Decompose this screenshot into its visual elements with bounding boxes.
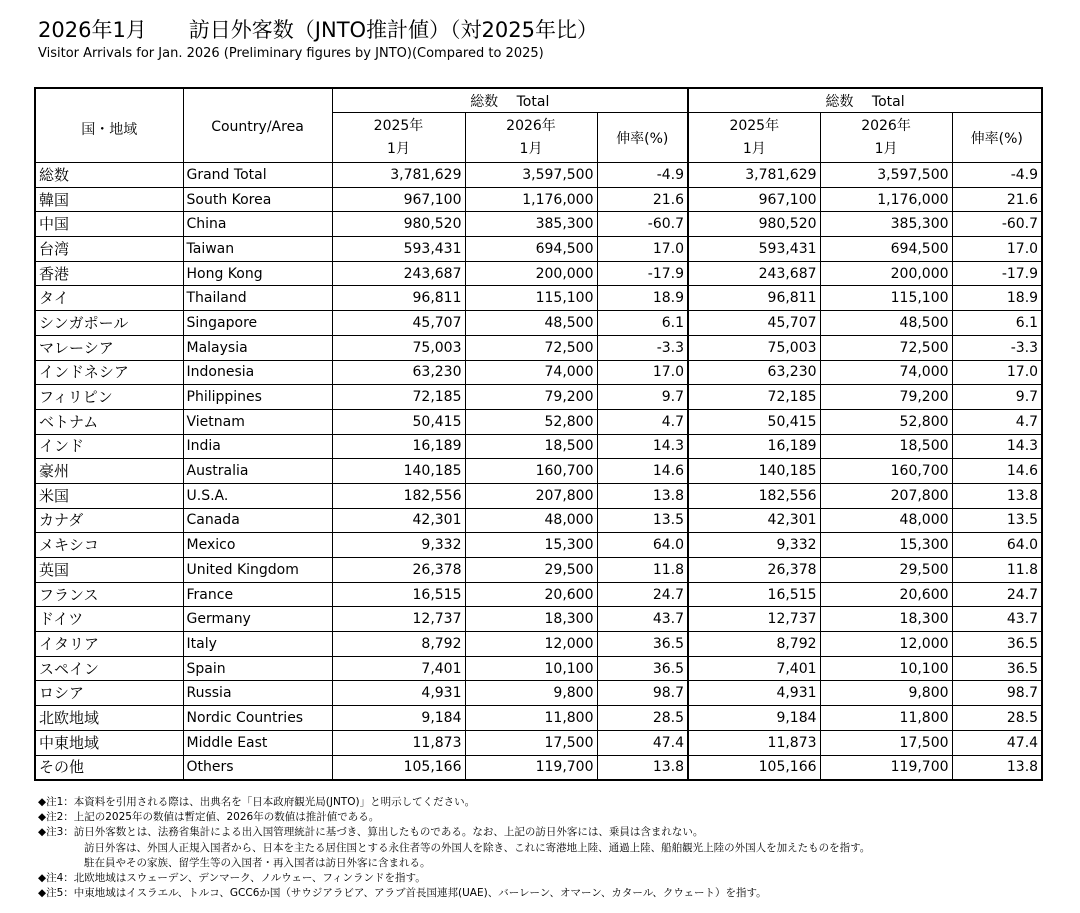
- value-2026-jan-cumulative: 52,800: [820, 409, 952, 434]
- value-2026-jan-cumulative: 29,500: [820, 558, 952, 583]
- value-2025-jan: 140,185: [332, 459, 465, 484]
- growth-rate-cumulative: -4.9: [952, 163, 1042, 188]
- value-2026-jan: 48,000: [465, 508, 597, 533]
- growth-rate-cumulative: 98.7: [952, 681, 1042, 706]
- value-2025-jan: 4,931: [332, 681, 465, 706]
- growth-rate: -60.7: [597, 212, 688, 237]
- value-2026-jan-cumulative: 200,000: [820, 261, 952, 286]
- growth-rate-cumulative: 36.5: [952, 656, 1042, 681]
- value-2026-jan-cumulative: 11,800: [820, 706, 952, 731]
- country-name-en: Grand Total: [183, 163, 332, 188]
- growth-rate-cumulative: 6.1: [952, 311, 1042, 336]
- country-name-ja: 北欧地域: [35, 706, 183, 731]
- growth-rate-cumulative: 17.0: [952, 360, 1042, 385]
- value-2025-jan-cumulative: 26,378: [688, 558, 820, 583]
- page-subtitle: Visitor Arrivals for Jan. 2026 (Preliminary figures by JNTO)(Compared to 2025): [38, 46, 544, 61]
- country-name-en: Spain: [183, 656, 332, 681]
- value-2026-jan: 72,500: [465, 335, 597, 360]
- growth-rate-cumulative: 14.6: [952, 459, 1042, 484]
- value-2025-jan: 11,873: [332, 730, 465, 755]
- value-2025-jan-cumulative: 72,185: [688, 385, 820, 410]
- value-2026-jan-cumulative: 12,000: [820, 632, 952, 657]
- growth-rate: 13.5: [597, 508, 688, 533]
- country-name-en: South Korea: [183, 187, 332, 212]
- value-2026-jan: 10,100: [465, 656, 597, 681]
- growth-rate: 64.0: [597, 533, 688, 558]
- value-2026-jan-cumulative: 18,300: [820, 607, 952, 632]
- value-2026-jan: 15,300: [465, 533, 597, 558]
- table-row: [35, 755, 1042, 780]
- country-name-ja: 英国: [35, 558, 183, 583]
- value-2026-jan: 207,800: [465, 483, 597, 508]
- country-name-en: Others: [183, 755, 332, 780]
- value-2026-jan-cumulative: 15,300: [820, 533, 952, 558]
- table-row: [35, 607, 1042, 632]
- table-row: [35, 385, 1042, 410]
- value-2026-jan-cumulative: 385,300: [820, 212, 952, 237]
- note-4: ◆注4：北欧地域はスウェーデン、デンマーク、ノルウェー、フィンランドを指す。: [38, 872, 426, 885]
- table-row: [35, 434, 1042, 459]
- value-2026-jan-cumulative: 160,700: [820, 459, 952, 484]
- table-row: [35, 237, 1042, 262]
- value-2026-jan: 12,000: [465, 632, 597, 657]
- country-name-ja: 中国: [35, 212, 183, 237]
- value-2025-jan: 16,515: [332, 582, 465, 607]
- country-name-ja: スペイン: [35, 656, 183, 681]
- growth-rate-cumulative: 4.7: [952, 409, 1042, 434]
- value-2026-jan: 115,100: [465, 286, 597, 311]
- table-row: [35, 533, 1042, 558]
- value-2025-jan-cumulative: 182,556: [688, 483, 820, 508]
- growth-rate: 14.6: [597, 459, 688, 484]
- growth-rate-cumulative: 13.8: [952, 755, 1042, 780]
- growth-rate-cumulative: -3.3: [952, 335, 1042, 360]
- value-2025-jan-cumulative: 4,931: [688, 681, 820, 706]
- growth-rate-cumulative: 13.5: [952, 508, 1042, 533]
- growth-rate-cumulative: 13.8: [952, 483, 1042, 508]
- value-2025-jan: 9,332: [332, 533, 465, 558]
- page-title: 2026年1月 訪日外客数（JNTO推計値）（対2025年比）: [38, 18, 599, 42]
- value-2026-jan: 18,500: [465, 434, 597, 459]
- growth-rate: 13.8: [597, 755, 688, 780]
- note-3-continuation-2: 駐在員やその家族、留学生等の入国者・再入国者は訪日外客に含まれる。: [84, 856, 431, 869]
- value-2025-jan: 182,556: [332, 483, 465, 508]
- footnotes: [38, 795, 870, 901]
- country-name-en: India: [183, 434, 332, 459]
- country-name-en: Vietnam: [183, 409, 332, 434]
- country-name-ja: メキシコ: [35, 533, 183, 558]
- value-2025-jan: 45,707: [332, 311, 465, 336]
- value-2025-jan: 243,687: [332, 261, 465, 286]
- table-row: [35, 212, 1042, 237]
- country-name-ja: フランス: [35, 582, 183, 607]
- note-3-continuation-1: 訪日外客は、外国人正規入国者から、日本を主たる居住国とする永住者等の外国人を除き、これに寄港地上陸、通過上陸、船舶観光上陸の外国人を加えたものを指す。: [84, 841, 871, 854]
- value-2025-jan-cumulative: 11,873: [688, 730, 820, 755]
- value-2026-jan-cumulative: 74,000: [820, 360, 952, 385]
- growth-rate: 17.0: [597, 360, 688, 385]
- growth-rate-cumulative: 9.7: [952, 385, 1042, 410]
- table-row: [35, 459, 1042, 484]
- country-name-ja: 台湾: [35, 237, 183, 262]
- table-row: [35, 335, 1042, 360]
- country-name-en: Mexico: [183, 533, 332, 558]
- table-row: [35, 360, 1042, 385]
- growth-rate-cumulative: 21.6: [952, 187, 1042, 212]
- value-2025-jan: 7,401: [332, 656, 465, 681]
- table-row: [35, 261, 1042, 286]
- country-name-en: Nordic Countries: [183, 706, 332, 731]
- value-2025-jan: 105,166: [332, 755, 465, 780]
- country-name-en: United Kingdom: [183, 558, 332, 583]
- country-name-en: Malaysia: [183, 335, 332, 360]
- value-2025-jan: 26,378: [332, 558, 465, 583]
- country-name-ja: イタリア: [35, 632, 183, 657]
- growth-rate-cumulative: 47.4: [952, 730, 1042, 755]
- growth-rate: 13.8: [597, 483, 688, 508]
- growth-rate: 9.7: [597, 385, 688, 410]
- country-name-en: Philippines: [183, 385, 332, 410]
- value-2026-jan-cumulative: 694,500: [820, 237, 952, 262]
- value-2025-jan-cumulative: 9,184: [688, 706, 820, 731]
- country-name-ja: タイ: [35, 286, 183, 311]
- country-name-ja: インドネシア: [35, 360, 183, 385]
- value-2025-jan: 967,100: [332, 187, 465, 212]
- table-row: [35, 706, 1042, 731]
- country-name-ja: フィリピン: [35, 385, 183, 410]
- growth-rate-cumulative: 36.5: [952, 632, 1042, 657]
- value-2025-jan: 96,811: [332, 286, 465, 311]
- value-2026-jan-cumulative: 1,176,000: [820, 187, 952, 212]
- country-name-en: Indonesia: [183, 360, 332, 385]
- country-name-ja: 韓国: [35, 187, 183, 212]
- table-row: [35, 656, 1042, 681]
- value-2026-jan-cumulative: 9,800: [820, 681, 952, 706]
- note-2: ◆注2：上記の2025年の数値は暫定値、2026年の数値は推計値である。: [38, 811, 380, 824]
- value-2026-jan: 9,800: [465, 681, 597, 706]
- value-2025-jan: 63,230: [332, 360, 465, 385]
- table-row: [35, 311, 1042, 336]
- growth-rate-cumulative: -60.7: [952, 212, 1042, 237]
- growth-rate: 4.7: [597, 409, 688, 434]
- growth-rate-cumulative: -17.9: [952, 261, 1042, 286]
- country-name-en: Australia: [183, 459, 332, 484]
- value-2026-jan: 48,500: [465, 311, 597, 336]
- country-name-en: France: [183, 582, 332, 607]
- value-2025-jan-cumulative: 12,737: [688, 607, 820, 632]
- growth-rate-cumulative: 64.0: [952, 533, 1042, 558]
- country-name-en: U.S.A.: [183, 483, 332, 508]
- country-name-en: Germany: [183, 607, 332, 632]
- value-2026-jan: 3,597,500: [465, 163, 597, 188]
- value-2025-jan-cumulative: 3,781,629: [688, 163, 820, 188]
- country-name-ja: 総数: [35, 163, 183, 188]
- table-row: [35, 508, 1042, 533]
- growth-rate-cumulative: 11.8: [952, 558, 1042, 583]
- value-2025-jan: 50,415: [332, 409, 465, 434]
- value-2026-jan-cumulative: 72,500: [820, 335, 952, 360]
- value-2025-jan: 12,737: [332, 607, 465, 632]
- value-2025-jan-cumulative: 593,431: [688, 237, 820, 262]
- table-row: [35, 483, 1042, 508]
- value-2025-jan: 3,781,629: [332, 163, 465, 188]
- value-2025-jan-cumulative: 96,811: [688, 286, 820, 311]
- header-area-ja: 国・地域: [35, 88, 183, 163]
- country-name-ja: 中東地域: [35, 730, 183, 755]
- country-name-ja: ドイツ: [35, 607, 183, 632]
- value-2026-jan-cumulative: 48,500: [820, 311, 952, 336]
- header-2026-jan-cumulative: 2026年 1月: [820, 113, 952, 163]
- value-2026-jan: 74,000: [465, 360, 597, 385]
- visitor-arrivals-table: [34, 87, 1043, 781]
- value-2026-jan: 200,000: [465, 261, 597, 286]
- growth-rate: 36.5: [597, 632, 688, 657]
- value-2026-jan-cumulative: 48,000: [820, 508, 952, 533]
- value-2026-jan: 17,500: [465, 730, 597, 755]
- value-2026-jan-cumulative: 207,800: [820, 483, 952, 508]
- value-2026-jan-cumulative: 18,500: [820, 434, 952, 459]
- value-2025-jan-cumulative: 75,003: [688, 335, 820, 360]
- table-row: [35, 558, 1042, 583]
- value-2026-jan: 29,500: [465, 558, 597, 583]
- table-row: [35, 632, 1042, 657]
- value-2025-jan: 9,184: [332, 706, 465, 731]
- value-2025-jan-cumulative: 105,166: [688, 755, 820, 780]
- value-2025-jan-cumulative: 967,100: [688, 187, 820, 212]
- value-2026-jan-cumulative: 115,100: [820, 286, 952, 311]
- value-2025-jan: 980,520: [332, 212, 465, 237]
- header-2025-jan: 2025年 1月: [332, 113, 465, 163]
- country-name-en: Taiwan: [183, 237, 332, 262]
- value-2026-jan-cumulative: 17,500: [820, 730, 952, 755]
- value-2026-jan-cumulative: 3,597,500: [820, 163, 952, 188]
- country-name-ja: シンガポール: [35, 311, 183, 336]
- value-2025-jan-cumulative: 8,792: [688, 632, 820, 657]
- growth-rate-cumulative: 43.7: [952, 607, 1042, 632]
- header-2026-jan: 2026年 1月: [465, 113, 597, 163]
- table-row: [35, 409, 1042, 434]
- table-row: [35, 582, 1042, 607]
- value-2025-jan-cumulative: 16,189: [688, 434, 820, 459]
- table-row: [35, 681, 1042, 706]
- value-2026-jan: 20,600: [465, 582, 597, 607]
- growth-rate: 98.7: [597, 681, 688, 706]
- note-3: ◆注3：訪日外客数とは、法務省集計による出入国管理統計に基づき、算出したものである。なお、上記の訪日外客には、乗員は含まれない。: [38, 826, 704, 839]
- value-2026-jan: 79,200: [465, 385, 597, 410]
- country-name-en: Russia: [183, 681, 332, 706]
- value-2025-jan: 593,431: [332, 237, 465, 262]
- header-growth-rate: 伸率(%): [597, 113, 688, 163]
- growth-rate: -3.3: [597, 335, 688, 360]
- value-2026-jan: 18,300: [465, 607, 597, 632]
- value-2025-jan-cumulative: 7,401: [688, 656, 820, 681]
- growth-rate: -17.9: [597, 261, 688, 286]
- country-name-ja: 米国: [35, 483, 183, 508]
- country-name-ja: マレーシア: [35, 335, 183, 360]
- value-2025-jan: 42,301: [332, 508, 465, 533]
- growth-rate-cumulative: 17.0: [952, 237, 1042, 262]
- header-area-en: Country/Area: [183, 88, 332, 163]
- value-2026-jan-cumulative: 20,600: [820, 582, 952, 607]
- value-2025-jan-cumulative: 45,707: [688, 311, 820, 336]
- growth-rate: 14.3: [597, 434, 688, 459]
- value-2025-jan: 72,185: [332, 385, 465, 410]
- country-name-en: Italy: [183, 632, 332, 657]
- header-total-group-left: 総数 Total: [332, 88, 688, 113]
- value-2026-jan-cumulative: 10,100: [820, 656, 952, 681]
- country-name-ja: 豪州: [35, 459, 183, 484]
- value-2026-jan-cumulative: 119,700: [820, 755, 952, 780]
- growth-rate: 47.4: [597, 730, 688, 755]
- growth-rate: 28.5: [597, 706, 688, 731]
- growth-rate: 17.0: [597, 237, 688, 262]
- growth-rate-cumulative: 14.3: [952, 434, 1042, 459]
- country-name-ja: その他: [35, 755, 183, 780]
- country-name-en: Singapore: [183, 311, 332, 336]
- table-row: [35, 286, 1042, 311]
- value-2026-jan: 385,300: [465, 212, 597, 237]
- value-2025-jan-cumulative: 50,415: [688, 409, 820, 434]
- growth-rate: 24.7: [597, 582, 688, 607]
- value-2025-jan-cumulative: 9,332: [688, 533, 820, 558]
- value-2025-jan-cumulative: 42,301: [688, 508, 820, 533]
- value-2025-jan: 75,003: [332, 335, 465, 360]
- header-growth-rate-cumulative: 伸率(%): [952, 113, 1042, 163]
- value-2026-jan: 1,176,000: [465, 187, 597, 212]
- growth-rate-cumulative: 28.5: [952, 706, 1042, 731]
- value-2026-jan-cumulative: 79,200: [820, 385, 952, 410]
- value-2026-jan: 160,700: [465, 459, 597, 484]
- note-1: ◆注1：本資料を引用される際は、出典名を「日本政府観光局(JNTO)」と明示してください。: [38, 796, 476, 808]
- value-2025-jan-cumulative: 980,520: [688, 212, 820, 237]
- growth-rate: 43.7: [597, 607, 688, 632]
- growth-rate-cumulative: 24.7: [952, 582, 1042, 607]
- country-name-en: Canada: [183, 508, 332, 533]
- growth-rate: -4.9: [597, 163, 688, 188]
- growth-rate: 18.9: [597, 286, 688, 311]
- growth-rate: 21.6: [597, 187, 688, 212]
- table-row: [35, 730, 1042, 755]
- value-2025-jan: 16,189: [332, 434, 465, 459]
- note-5: ◆注5：中東地域はイスラエル、トルコ、GCC6か国（サウジアラビア、アラブ首長国連邦(UAE)、バーレーン、オマーン、カタール、クウェート）を指す。: [38, 887, 767, 900]
- country-name-ja: 香港: [35, 261, 183, 286]
- header-total-group-right: 総数 Total: [688, 88, 1042, 113]
- growth-rate: 11.8: [597, 558, 688, 583]
- country-name-en: China: [183, 212, 332, 237]
- value-2026-jan: 694,500: [465, 237, 597, 262]
- value-2026-jan: 52,800: [465, 409, 597, 434]
- country-name-en: Thailand: [183, 286, 332, 311]
- country-name-ja: ベトナム: [35, 409, 183, 434]
- value-2026-jan: 11,800: [465, 706, 597, 731]
- country-name-ja: ロシア: [35, 681, 183, 706]
- country-name-ja: カナダ: [35, 508, 183, 533]
- country-name-ja: インド: [35, 434, 183, 459]
- header-2025-jan-cumulative: 2025年 1月: [688, 113, 820, 163]
- table-row: [35, 163, 1042, 188]
- country-name-en: Middle East: [183, 730, 332, 755]
- country-name-en: Hong Kong: [183, 261, 332, 286]
- value-2025-jan-cumulative: 16,515: [688, 582, 820, 607]
- growth-rate-cumulative: 18.9: [952, 286, 1042, 311]
- table-row: [35, 187, 1042, 212]
- growth-rate: 6.1: [597, 311, 688, 336]
- value-2025-jan-cumulative: 63,230: [688, 360, 820, 385]
- value-2025-jan-cumulative: 243,687: [688, 261, 820, 286]
- value-2025-jan: 8,792: [332, 632, 465, 657]
- value-2025-jan-cumulative: 140,185: [688, 459, 820, 484]
- value-2026-jan: 119,700: [465, 755, 597, 780]
- growth-rate: 36.5: [597, 656, 688, 681]
